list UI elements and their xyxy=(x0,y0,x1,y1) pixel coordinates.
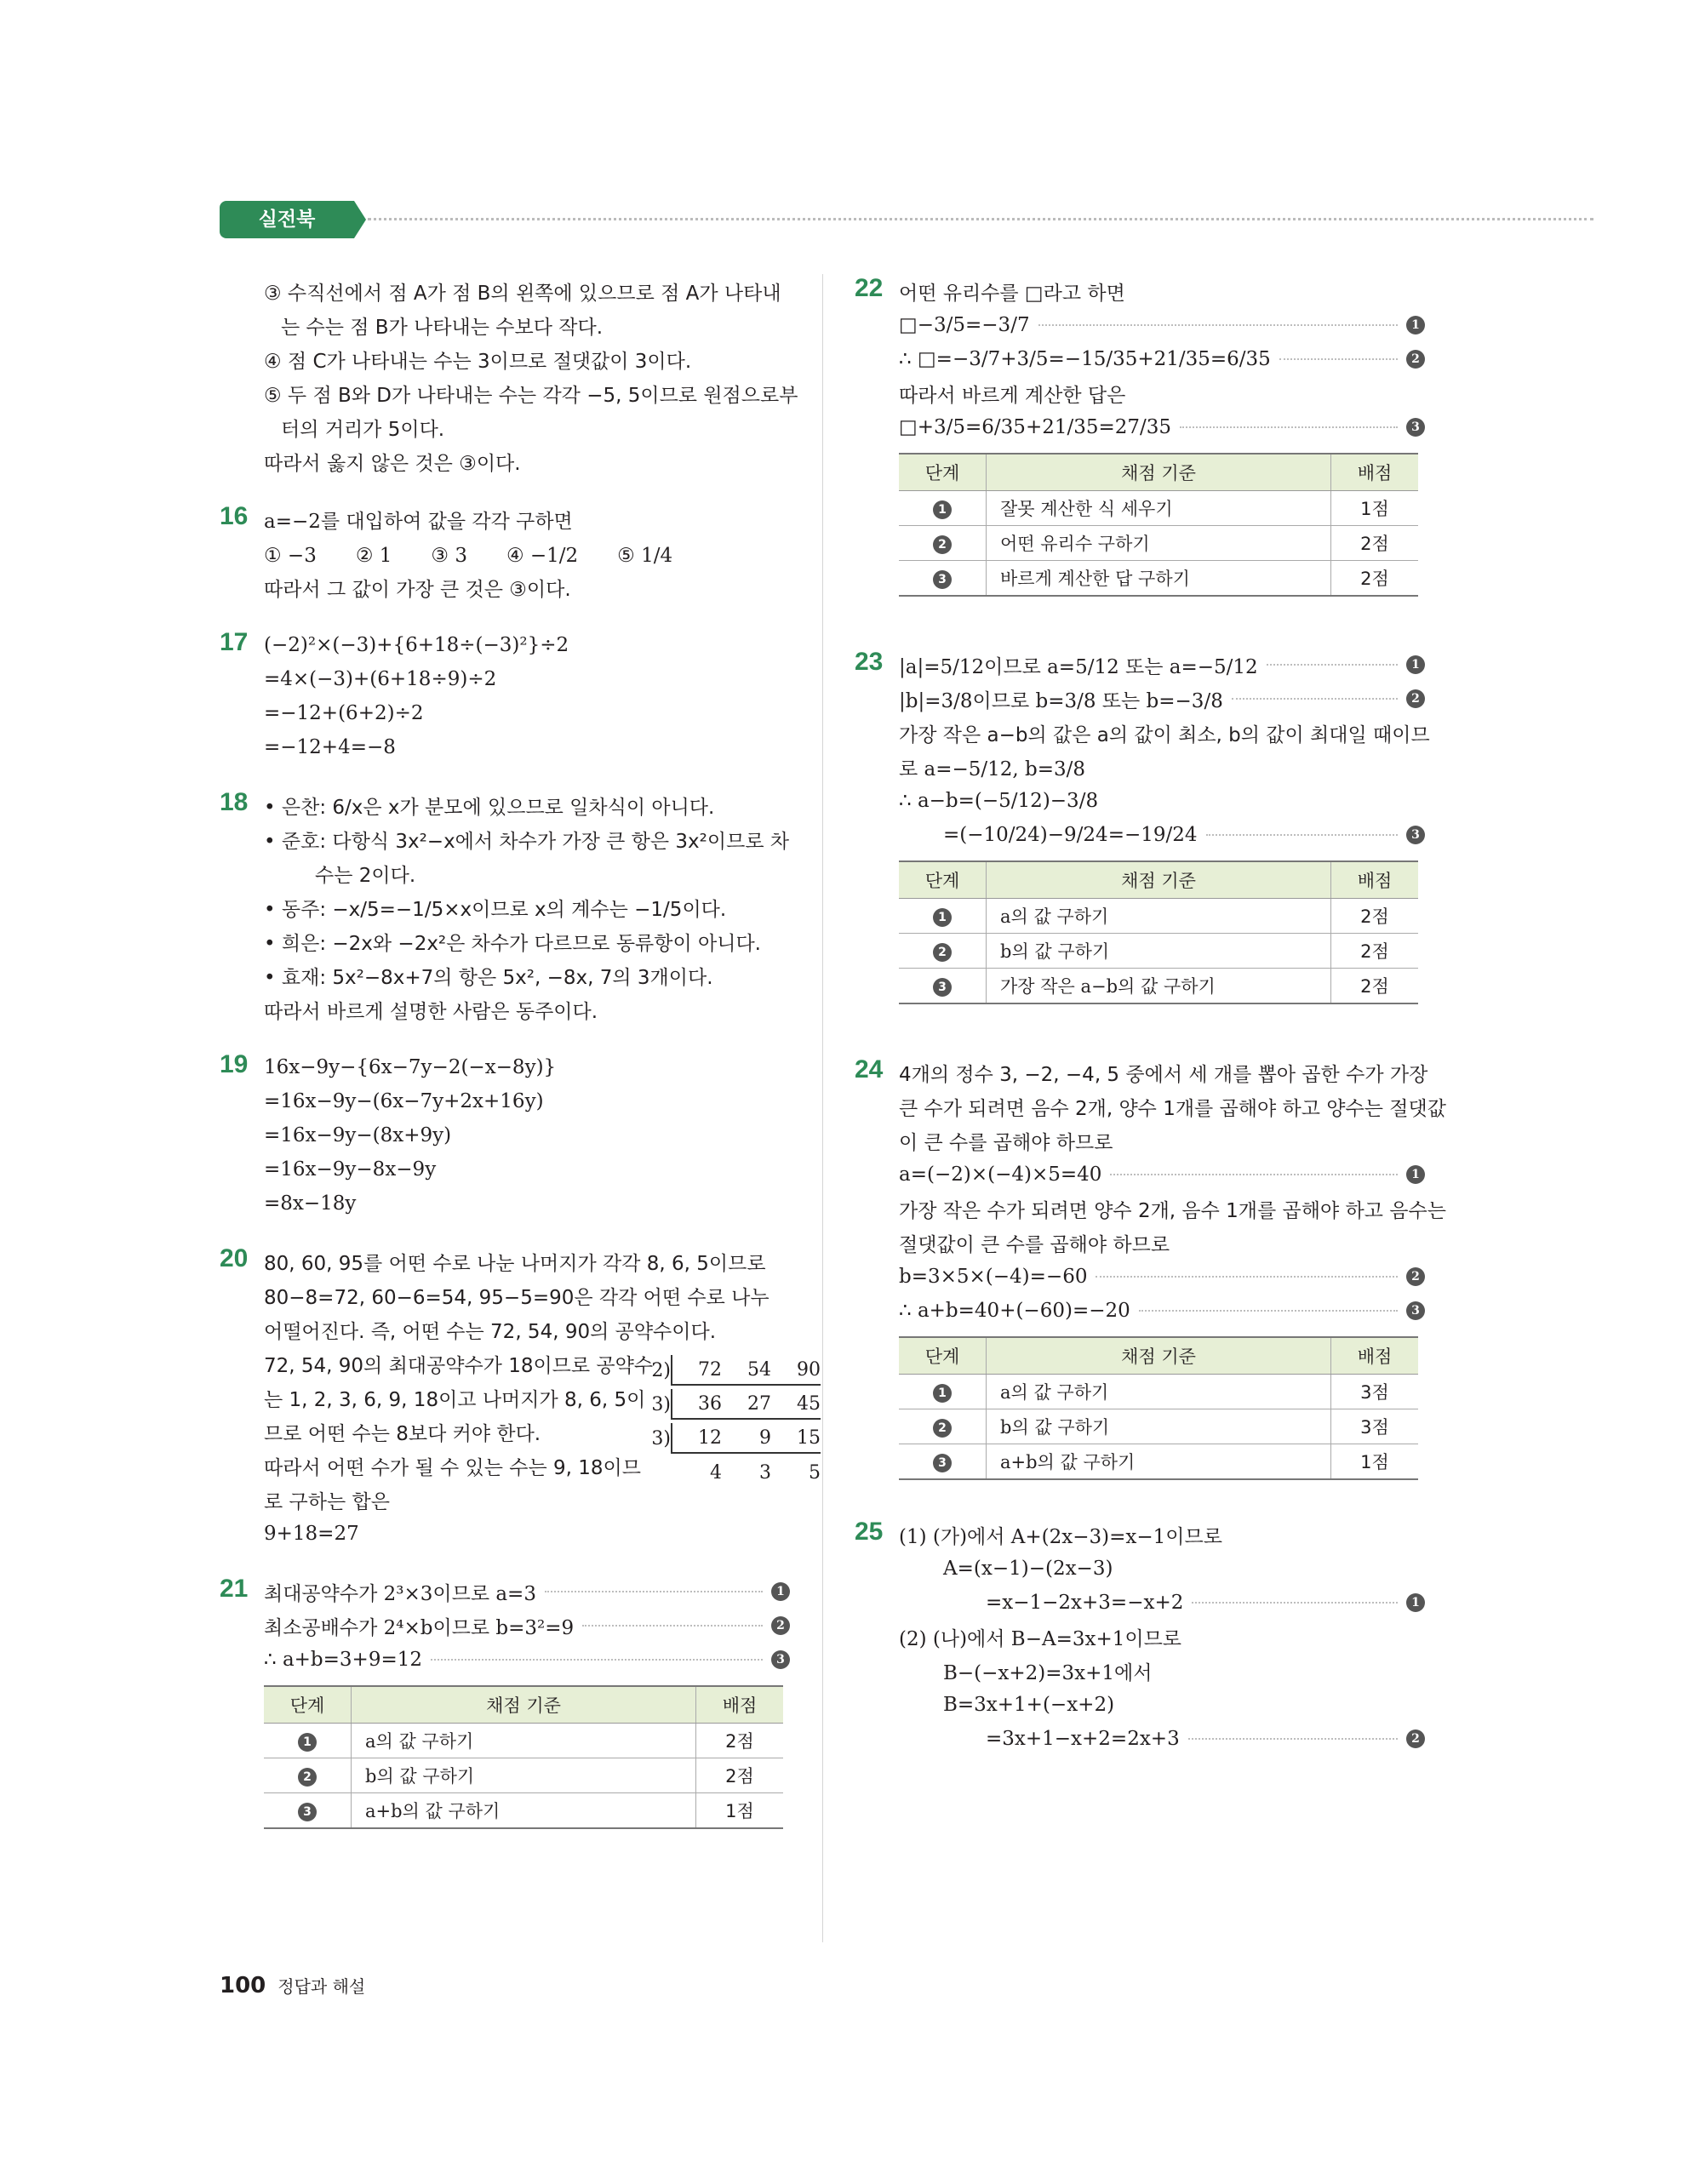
math-line xyxy=(855,342,1425,376)
math-line xyxy=(855,648,1425,682)
math-line: =8x−18y xyxy=(264,1192,357,1215)
table-cell: 바르게 계산한 답 구하기 xyxy=(987,561,1331,597)
text-line: 따라서 그 값이 가장 큰 것은 ③이다. xyxy=(264,578,571,601)
math-line xyxy=(220,1643,790,1677)
dividend-group xyxy=(671,1389,821,1420)
text-line: 가장 작은 a−b의 값은 a의 값이 최소, b의 값이 최대일 때이므 xyxy=(899,723,1430,746)
table-cell: 3점 xyxy=(1331,1375,1419,1409)
math-line: (1) (가)에서 A+(2x−3)=x−1이므로 xyxy=(899,1525,1222,1548)
question-number: 22 xyxy=(855,274,884,302)
text-line: ③ 수직선에서 점 A가 점 B의 왼쪽에 있으므로 점 A가 나타내 xyxy=(264,282,781,305)
footer-label: 정답과 해설 xyxy=(277,1976,366,1997)
text-line: • 희은: −2x와 −2x²은 차수가 다르므로 동류항이 아니다. xyxy=(264,932,761,955)
table-row xyxy=(264,1724,783,1758)
math-line: A=(x−1)−(2x−3) xyxy=(943,1558,1113,1580)
math-line: B=3x+1+(−x+2) xyxy=(943,1694,1115,1716)
value-b: 9 xyxy=(759,1426,771,1449)
step-marker-icon: 2 xyxy=(933,943,952,962)
step-marker-icon: 1 xyxy=(771,1582,790,1601)
math-line xyxy=(220,1609,790,1643)
column-divider xyxy=(822,274,823,1942)
math-line: =16x−9y−(6x−7y+2x+16y) xyxy=(264,1090,544,1112)
dividend-group xyxy=(671,1355,821,1386)
question-number: 24 xyxy=(855,1055,884,1083)
text-line: 따라서 바르게 설명한 사람은 동주이다. xyxy=(264,1000,598,1023)
table-row xyxy=(264,1758,783,1793)
leader-dots xyxy=(1180,426,1398,428)
table-cell: 어떤 유리수 구하기 xyxy=(987,526,1331,561)
q20-body xyxy=(220,1346,821,1551)
question-number: 17 xyxy=(220,628,249,656)
page-number: 100 xyxy=(220,1973,266,1998)
question-number: 18 xyxy=(220,788,249,816)
table-cell: 2점 xyxy=(1331,934,1419,969)
table-header: 채점 기준 xyxy=(352,1686,696,1724)
leader-dots xyxy=(1232,698,1398,700)
line-text: ∴ a+b=3+9=12 xyxy=(264,1649,422,1671)
line-text: ∴ □=−3/7+3/5=−15/35+21/35=6/35 xyxy=(899,348,1271,370)
step-marker-icon: 1 xyxy=(1406,1165,1425,1184)
text-line: 수는 2이다. xyxy=(315,864,416,887)
question-24 xyxy=(855,1055,1446,1480)
math-line: =−12+4=−8 xyxy=(264,736,396,758)
table-cell: 1점 xyxy=(696,1793,784,1829)
step-marker-icon: 1 xyxy=(1406,1593,1425,1612)
division-row xyxy=(645,1353,821,1387)
table-row xyxy=(899,934,1418,969)
leader-dots xyxy=(582,1625,763,1627)
division-row xyxy=(645,1421,821,1455)
table-row xyxy=(899,1375,1418,1409)
value-a: 36 xyxy=(698,1392,722,1415)
table-cell: a의 값 구하기 xyxy=(352,1724,696,1758)
text-line: 4개의 정수 3, −2, −4, 5 중에서 세 개를 뽑아 곱한 수가 가장 xyxy=(899,1063,1428,1086)
math-line: 16x−9y−{6x−7y−2(−x−8y)} xyxy=(264,1056,557,1078)
question-23 xyxy=(855,648,1430,1004)
text-line: ① −3 ② 1 ③ 3 ④ −1/2 ⑤ 1/4 xyxy=(264,544,673,567)
leader-dots xyxy=(1279,358,1398,360)
value-a: 72 xyxy=(698,1358,722,1381)
text-line: • 동주: −x/5=−1/5×x이므로 x의 계수는 −1/5이다. xyxy=(264,898,727,921)
step-marker-icon: 2 xyxy=(1406,1729,1425,1748)
step-marker-icon: 3 xyxy=(1406,1301,1425,1320)
step-marker-icon: 2 xyxy=(1406,1267,1425,1286)
table-header: 배점 xyxy=(1331,1337,1419,1375)
leader-dots xyxy=(1206,834,1398,836)
question-number: 23 xyxy=(855,648,884,676)
section-tag: 실전북 xyxy=(220,201,354,238)
text-line: ④ 점 C가 나타내는 수는 3이므로 절댓값이 3이다. xyxy=(264,350,692,373)
math-line: =−12+(6+2)÷2 xyxy=(264,702,424,724)
value-a: 12 xyxy=(698,1426,722,1449)
value-b: 27 xyxy=(747,1392,771,1415)
line-text: □−3/5=−3/7 xyxy=(899,314,1030,336)
text-line: 큰 수가 되려면 음수 2개, 양수 1개를 곱해야 하고 양수는 절댓값 xyxy=(899,1097,1446,1120)
question-number: 21 xyxy=(220,1575,249,1603)
step-marker-icon: 2 xyxy=(298,1768,317,1787)
table-cell: 잘못 계산한 식 세우기 xyxy=(987,491,1331,526)
math-line xyxy=(855,410,1425,444)
table-row xyxy=(264,1793,783,1829)
step-marker-icon: 1 xyxy=(1406,316,1425,334)
table-header: 채점 기준 xyxy=(987,1337,1331,1375)
math-line xyxy=(855,1294,1425,1328)
division-ladder xyxy=(645,1353,821,1489)
text-line: • 준호: 다항식 3x²−x에서 차수가 가장 큰 항은 3x²이므로 차 xyxy=(264,830,790,853)
text-line: 터의 거리가 5이다. xyxy=(281,418,445,441)
question-number: 20 xyxy=(220,1244,249,1272)
value-c: 90 xyxy=(797,1358,821,1381)
table-cell: 가장 작은 a−b의 값 구하기 xyxy=(987,969,1331,1004)
step-marker-icon: 1 xyxy=(1406,655,1425,674)
table-cell: 2점 xyxy=(1331,969,1419,1004)
text-line: 가장 작은 수가 되려면 양수 2개, 음수 1개를 곱해야 하고 음수는 xyxy=(899,1199,1446,1222)
leader-dots xyxy=(1267,664,1398,666)
step-marker-icon: 3 xyxy=(933,1454,952,1472)
math-line xyxy=(855,308,1425,342)
table-header: 단계 xyxy=(899,861,987,899)
question-18 xyxy=(220,788,790,1026)
step-marker-icon: 3 xyxy=(298,1803,317,1821)
value-b: 3 xyxy=(759,1461,771,1484)
table-cell: b의 값 구하기 xyxy=(987,1409,1331,1444)
step-marker-icon: 3 xyxy=(771,1650,790,1669)
leader-dots xyxy=(1038,324,1398,326)
table-row xyxy=(899,491,1418,526)
math-line xyxy=(855,1722,1425,1756)
step-marker-icon: 3 xyxy=(1406,418,1425,437)
q15-continuation xyxy=(220,274,798,478)
line-text: ∴ a+b=40+(−60)=−20 xyxy=(899,1300,1130,1322)
text-line: 는 1, 2, 3, 6, 9, 18이고 나머지가 8, 6, 5이 xyxy=(264,1388,646,1411)
table-cell: 1점 xyxy=(1331,1444,1419,1480)
question-19 xyxy=(220,1050,790,1221)
leader-dots xyxy=(545,1591,763,1592)
scoring-table xyxy=(899,1336,1418,1480)
leader-dots xyxy=(1188,1738,1398,1740)
table-row xyxy=(899,899,1418,934)
table-cell: 2점 xyxy=(696,1758,784,1793)
step-marker-icon: 1 xyxy=(933,500,952,519)
table-cell: 3점 xyxy=(1331,1409,1419,1444)
math-line: ∴ a−b=(−5/12)−3/8 xyxy=(899,790,1099,812)
divisor: 3) xyxy=(651,1393,671,1415)
dividend-group xyxy=(671,1423,821,1454)
step-marker-icon: 1 xyxy=(298,1733,317,1752)
scoring-table xyxy=(264,1685,783,1829)
text-line: ⑤ 두 점 B와 D가 나타내는 수는 각각 −5, 5이므로 원점으로부 xyxy=(264,384,798,407)
quotient-group xyxy=(671,1462,821,1484)
math-line: 로 a=−5/12, b=3/8 xyxy=(899,758,1086,780)
scoring-table xyxy=(899,453,1418,597)
question-21 xyxy=(220,1575,790,1829)
step-marker-icon: 1 xyxy=(933,908,952,927)
divisor: 2) xyxy=(651,1359,671,1381)
math-line: (2) (나)에서 B−A=3x+1이므로 xyxy=(899,1627,1182,1650)
table-cell: 1점 xyxy=(1331,491,1419,526)
math-line: =16x−9y−8x−9y xyxy=(264,1158,437,1181)
text-line: 80, 60, 95를 어떤 수로 나눈 나머지가 각각 8, 6, 5이므로 xyxy=(264,1252,766,1275)
math-line: 9+18=27 xyxy=(264,1523,359,1545)
value-c: 5 xyxy=(809,1461,821,1484)
math-line xyxy=(220,1575,790,1609)
header-dotted-line xyxy=(368,218,1593,220)
left-column xyxy=(220,274,821,1829)
text-line: 72, 54, 90의 최대공약수가 18이므로 공약수 xyxy=(264,1354,654,1377)
table-header: 배점 xyxy=(1331,454,1419,491)
math-line xyxy=(855,1260,1425,1294)
text-line: 따라서 옳지 않은 것은 ③이다. xyxy=(264,452,521,475)
question-22 xyxy=(855,274,1425,597)
table-header: 채점 기준 xyxy=(987,454,1331,491)
math-line: =4×(−3)+(6+18÷9)÷2 xyxy=(264,668,497,690)
table-header: 단계 xyxy=(899,1337,987,1375)
math-line xyxy=(855,818,1425,852)
question-number: 16 xyxy=(220,502,249,530)
text-line: 절댓값이 큰 수를 곱해야 하므로 xyxy=(899,1233,1170,1256)
table-cell: b의 값 구하기 xyxy=(352,1758,696,1793)
line-text: =3x+1−x+2=2x+3 xyxy=(986,1728,1180,1750)
text-line: 는 수는 점 B가 나타내는 수보다 작다. xyxy=(281,316,604,339)
text-line: 어떤 유리수를 □라고 하면 xyxy=(899,282,1125,305)
question-16 xyxy=(220,502,790,604)
step-marker-icon: 3 xyxy=(1406,826,1425,844)
leader-dots xyxy=(431,1659,763,1661)
value-a: 4 xyxy=(710,1461,722,1484)
scoring-table xyxy=(899,860,1418,1004)
text-line: 따라서 어떤 수가 될 수 있는 수는 9, 18이므 xyxy=(264,1456,641,1479)
division-row xyxy=(645,1387,821,1421)
leader-dots xyxy=(1139,1310,1398,1312)
page-footer xyxy=(220,1973,365,1998)
line-text: 최소공배수가 2⁴×b이므로 b=3²=9 xyxy=(264,1616,575,1639)
text-line: 어떨어진다. 즉, 어떤 수는 72, 54, 90의 공약수이다. xyxy=(264,1320,717,1343)
question-20 xyxy=(220,1244,821,1551)
question-number: 19 xyxy=(220,1050,249,1078)
table-header: 채점 기준 xyxy=(987,861,1331,899)
line-text: |a|=5/12이므로 a=5/12 또는 a=−5/12 xyxy=(899,655,1258,678)
step-marker-icon: 3 xyxy=(933,570,952,589)
text-line: 므로 어떤 수는 8보다 커야 한다. xyxy=(264,1422,541,1445)
line-text: |b|=3/8이므로 b=3/8 또는 b=−3/8 xyxy=(899,689,1223,712)
right-column xyxy=(855,274,1446,1756)
division-row xyxy=(645,1455,821,1489)
question-25 xyxy=(855,1518,1425,1756)
math-line: =16x−9y−(8x+9y) xyxy=(264,1124,452,1146)
line-text: =x−1−2x+3=−x+2 xyxy=(986,1592,1184,1614)
table-header: 단계 xyxy=(264,1686,352,1724)
step-marker-icon: 3 xyxy=(933,978,952,997)
table-header: 배점 xyxy=(1331,861,1419,899)
leader-dots xyxy=(1110,1174,1398,1175)
step-marker-icon: 1 xyxy=(933,1384,952,1403)
step-marker-icon: 2 xyxy=(933,1419,952,1438)
table-row xyxy=(899,1409,1418,1444)
table-cell: a의 값 구하기 xyxy=(987,1375,1331,1409)
table-row xyxy=(899,1444,1418,1480)
table-cell: 2점 xyxy=(696,1724,784,1758)
table-header: 배점 xyxy=(696,1686,784,1724)
line-text: a=(−2)×(−4)×5=40 xyxy=(899,1163,1102,1186)
math-line xyxy=(855,1158,1425,1192)
table-cell: 2점 xyxy=(1331,561,1419,597)
line-text: □+3/5=6/35+21/35=27/35 xyxy=(899,416,1172,438)
math-line xyxy=(855,1586,1425,1620)
divisor: 3) xyxy=(651,1427,671,1449)
step-marker-icon: 2 xyxy=(771,1616,790,1635)
line-text: =(−10/24)−9/24=−19/24 xyxy=(943,824,1198,846)
text-line: 따라서 바르게 계산한 답은 xyxy=(899,384,1126,407)
text-line: • 효재: 5x²−8x+7의 항은 5x², −8x, 7의 3개이다. xyxy=(264,966,713,989)
text-line: • 은찬: 6/x은 x가 분모에 있으므로 일차식이 아니다. xyxy=(264,796,715,819)
step-marker-icon: 2 xyxy=(1406,350,1425,369)
text-line: 이 큰 수를 곱해야 하므로 xyxy=(899,1131,1113,1154)
question-number: 25 xyxy=(855,1518,884,1546)
table-row xyxy=(899,969,1418,1004)
table-cell: 2점 xyxy=(1331,526,1419,561)
table-row xyxy=(899,526,1418,561)
table-row xyxy=(899,561,1418,597)
value-c: 45 xyxy=(797,1392,821,1415)
text-line: 80−8=72, 60−6=54, 95−5=90은 각각 어떤 수로 나누 xyxy=(264,1286,769,1309)
math-line: (−2)²×(−3)+{6+18÷(−3)²}÷2 xyxy=(264,634,569,656)
step-marker-icon: 2 xyxy=(1406,689,1425,708)
value-c: 15 xyxy=(797,1426,821,1449)
table-cell: 2점 xyxy=(1331,899,1419,934)
table-header: 단계 xyxy=(899,454,987,491)
line-text: 최대공약수가 2³×3이므로 a=3 xyxy=(264,1582,536,1605)
leader-dots xyxy=(1096,1276,1398,1278)
text-line: 로 구하는 합은 xyxy=(264,1490,390,1513)
step-marker-icon: 2 xyxy=(933,535,952,554)
table-cell: a+b의 값 구하기 xyxy=(352,1793,696,1829)
math-line: B−(−x+2)=3x+1에서 xyxy=(943,1661,1153,1684)
table-cell: b의 값 구하기 xyxy=(987,934,1331,969)
table-cell: a의 값 구하기 xyxy=(987,899,1331,934)
text-line: a=−2를 대입하여 값을 각각 구하면 xyxy=(264,510,573,533)
line-text: b=3×5×(−4)=−60 xyxy=(899,1266,1088,1288)
value-b: 54 xyxy=(747,1358,771,1381)
question-17 xyxy=(220,628,790,764)
math-line xyxy=(855,682,1425,716)
table-cell: a+b의 값 구하기 xyxy=(987,1444,1331,1480)
leader-dots xyxy=(1192,1602,1398,1604)
